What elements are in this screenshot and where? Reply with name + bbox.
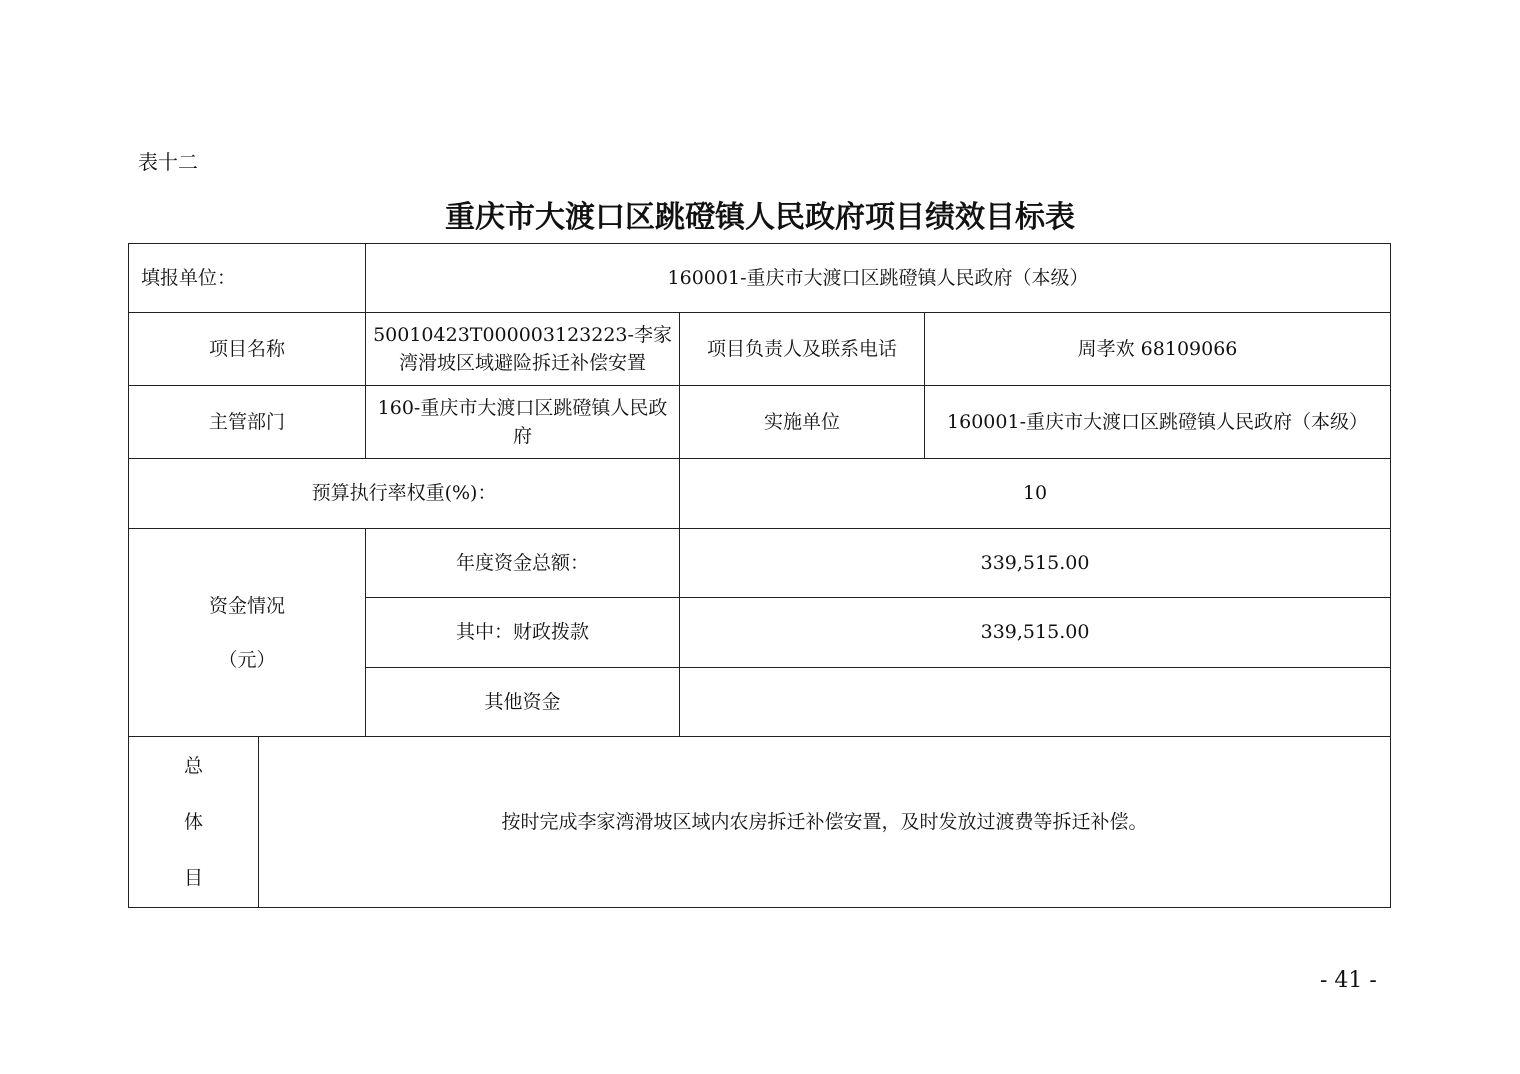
filling-unit-value: 160001-重庆市大渡口区跳磴镇人民政府（本级） [366,244,1391,313]
table-label: 表十二 [138,150,198,174]
other-funds-label: 其他资金 [366,668,680,737]
overall-goal-value: 按时完成李家湾滑坡区域内农房拆迁补偿安置，及时发放过渡费等拆迁补偿。 [259,737,1391,908]
funds-label [129,529,366,737]
funds-label-line1: 资金情况 [209,594,286,617]
annual-total-value: 339,515.00 [680,529,1391,598]
annual-total-row [129,529,1391,598]
overall-goal-char-2: 体 [183,811,203,833]
funds-label-line2: （元） [218,648,276,671]
overall-goal-row [129,737,1391,908]
implementer-label: 实施单位 [680,386,925,459]
project-name-row [129,313,1391,386]
other-funds-value [680,668,1391,737]
project-name-value: 50010423T000003123223-李家湾滑坡区域避险拆迁补偿安置 [366,313,680,386]
overall-goal-label [129,737,259,908]
fiscal-value: 339,515.00 [680,598,1391,668]
project-name-label: 项目名称 [129,313,366,386]
department-row [129,386,1391,459]
fiscal-label: 其中：财政拨款 [366,598,680,668]
overall-goal-char-1: 总 [183,755,203,777]
project-leader-value: 周孝欢 68109066 [925,313,1391,386]
performance-target-table [128,243,1391,908]
page-number: - 41 - [1320,968,1377,993]
budget-weight-label: 预算执行率权重(%)： [129,459,680,529]
document-title: 重庆市大渡口区跳磴镇人民政府项目绩效目标表 [445,200,1075,235]
annual-total-label: 年度资金总额： [366,529,680,598]
budget-weight-value: 10 [680,459,1391,529]
department-value: 160-重庆市大渡口区跳磴镇人民政府 [366,386,680,459]
filling-unit-row [129,244,1391,313]
department-label: 主管部门 [129,386,366,459]
project-leader-label: 项目负责人及联系电话 [680,313,925,386]
budget-weight-row [129,459,1391,529]
overall-goal-char-3: 目 [183,867,203,889]
filling-unit-label: 填报单位： [129,244,366,313]
implementer-value: 160001-重庆市大渡口区跳磴镇人民政府（本级） [925,386,1391,459]
